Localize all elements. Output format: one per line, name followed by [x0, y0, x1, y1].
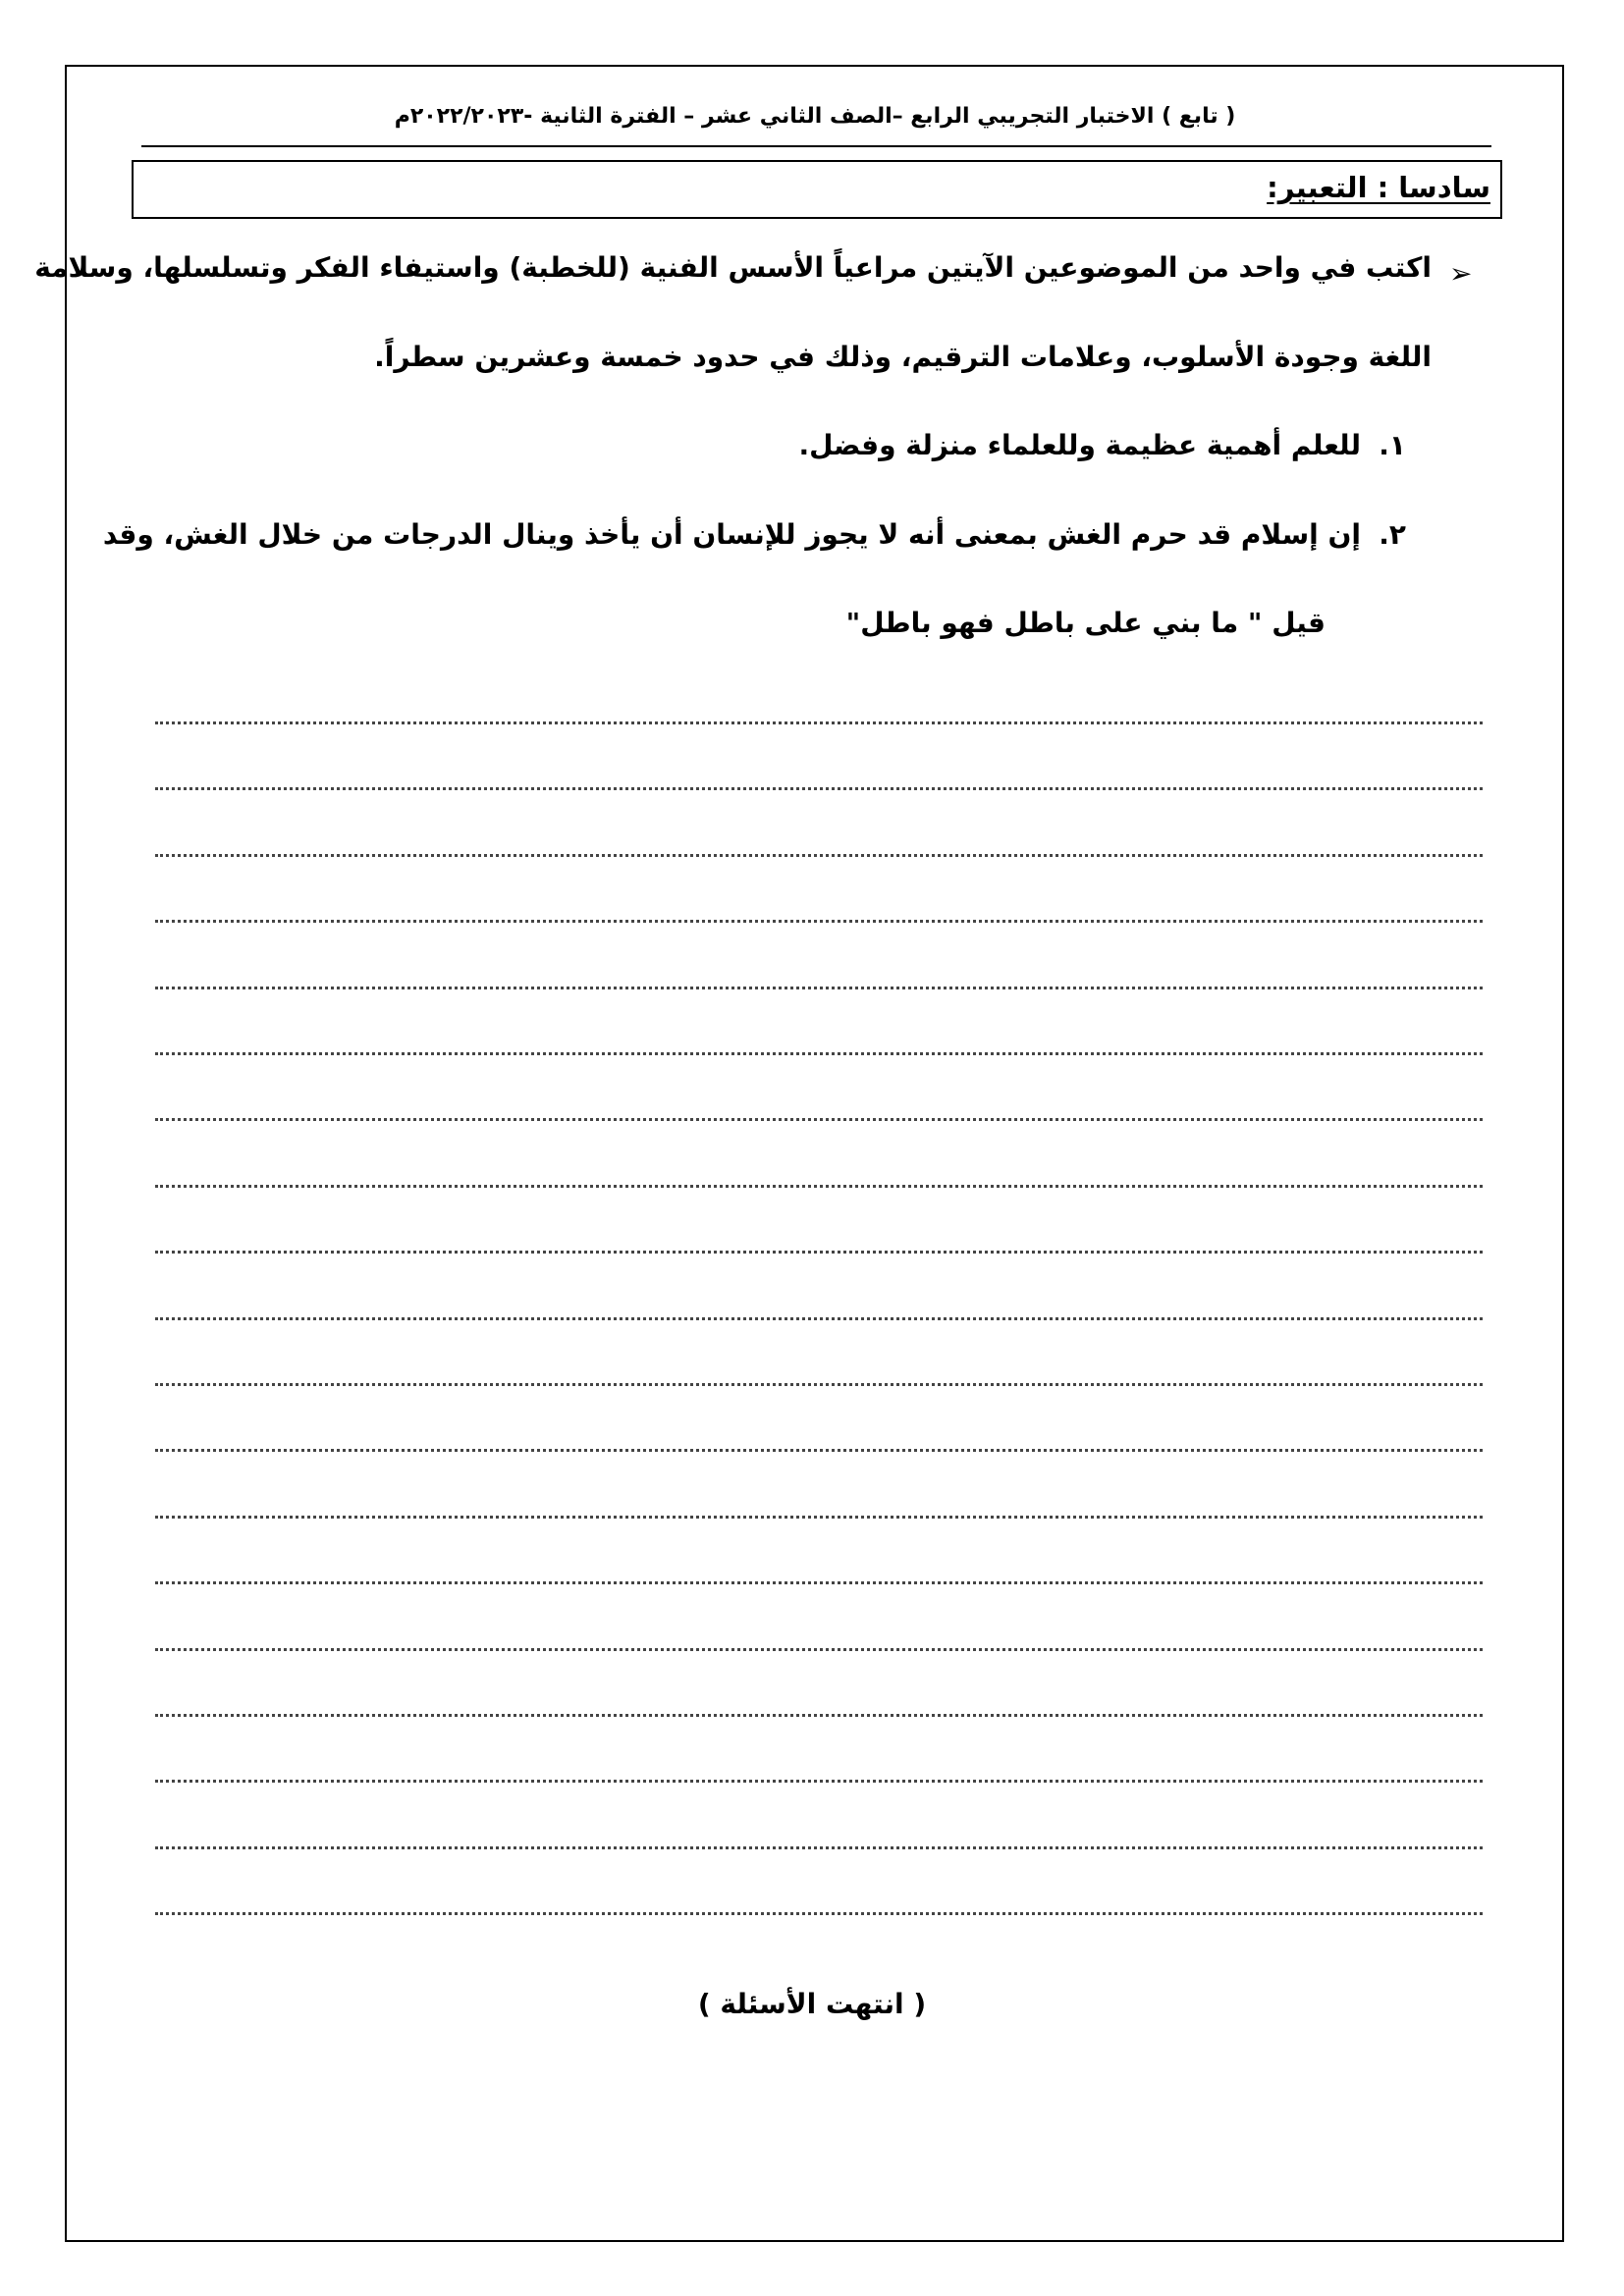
answer-line	[155, 1317, 1483, 1320]
end-of-questions: ( انتهت الأسئلة )	[697, 1988, 927, 2020]
answer-line	[155, 987, 1483, 989]
arrow-bullet-icon: ➢	[1449, 257, 1473, 290]
answer-line	[155, 1383, 1483, 1386]
topic-2-text: إن إسلام قد حرم الغش بمعنى أنه لا يجوز للإنسان أن يأخذ وينال الدرجات من خلال الغش، وقد	[102, 518, 1361, 551]
answer-line	[155, 1449, 1483, 1452]
answer-line	[155, 854, 1483, 857]
answer-line	[155, 1516, 1483, 1519]
section-title-box	[132, 160, 1502, 219]
answer-line	[155, 1185, 1483, 1188]
answer-line	[155, 787, 1483, 790]
answer-line	[155, 1714, 1483, 1717]
answer-line	[155, 1648, 1483, 1651]
answer-line	[155, 1912, 1483, 1915]
topic-2-text-line-2: قيل " ما بني على باطل فهو باطل"	[845, 607, 1326, 639]
answer-line	[155, 1052, 1483, 1055]
answer-line	[155, 1251, 1483, 1254]
instruction-line-2: اللغة وجودة الأسلوب، وعلامات الترقيم، وذلك في حدود خمسة وعشرين سطراً.	[374, 341, 1432, 373]
exam-header: ( تابع ) الاختبار التجريبي الرابع –الصف الثاني عشر – الفترة الثانية -٢٠٢٢/٢٠٢٣م	[394, 104, 1236, 129]
section-title: سادسا : التعبير:	[1267, 171, 1490, 204]
instruction-line-1: اكتب في واحد من الموضوعين الآيتين مراعياً الأسس الفنية (للخطبة) واستيفاء الفكر وتسلسلها، وسلامة	[34, 251, 1432, 284]
answer-line	[155, 1118, 1483, 1121]
page-border	[65, 65, 1564, 2242]
answer-line	[155, 1780, 1483, 1783]
answer-line	[155, 1581, 1483, 1584]
header-divider	[141, 145, 1491, 147]
answer-line	[155, 1846, 1483, 1849]
topic-1-number: ١.	[1379, 429, 1406, 461]
answer-line	[155, 920, 1483, 923]
topic-2-number: ٢.	[1379, 518, 1406, 551]
topic-1-text: للعلم أهمية عظيمة وللعلماء منزلة وفضل.	[798, 429, 1361, 461]
answer-line	[155, 721, 1483, 724]
